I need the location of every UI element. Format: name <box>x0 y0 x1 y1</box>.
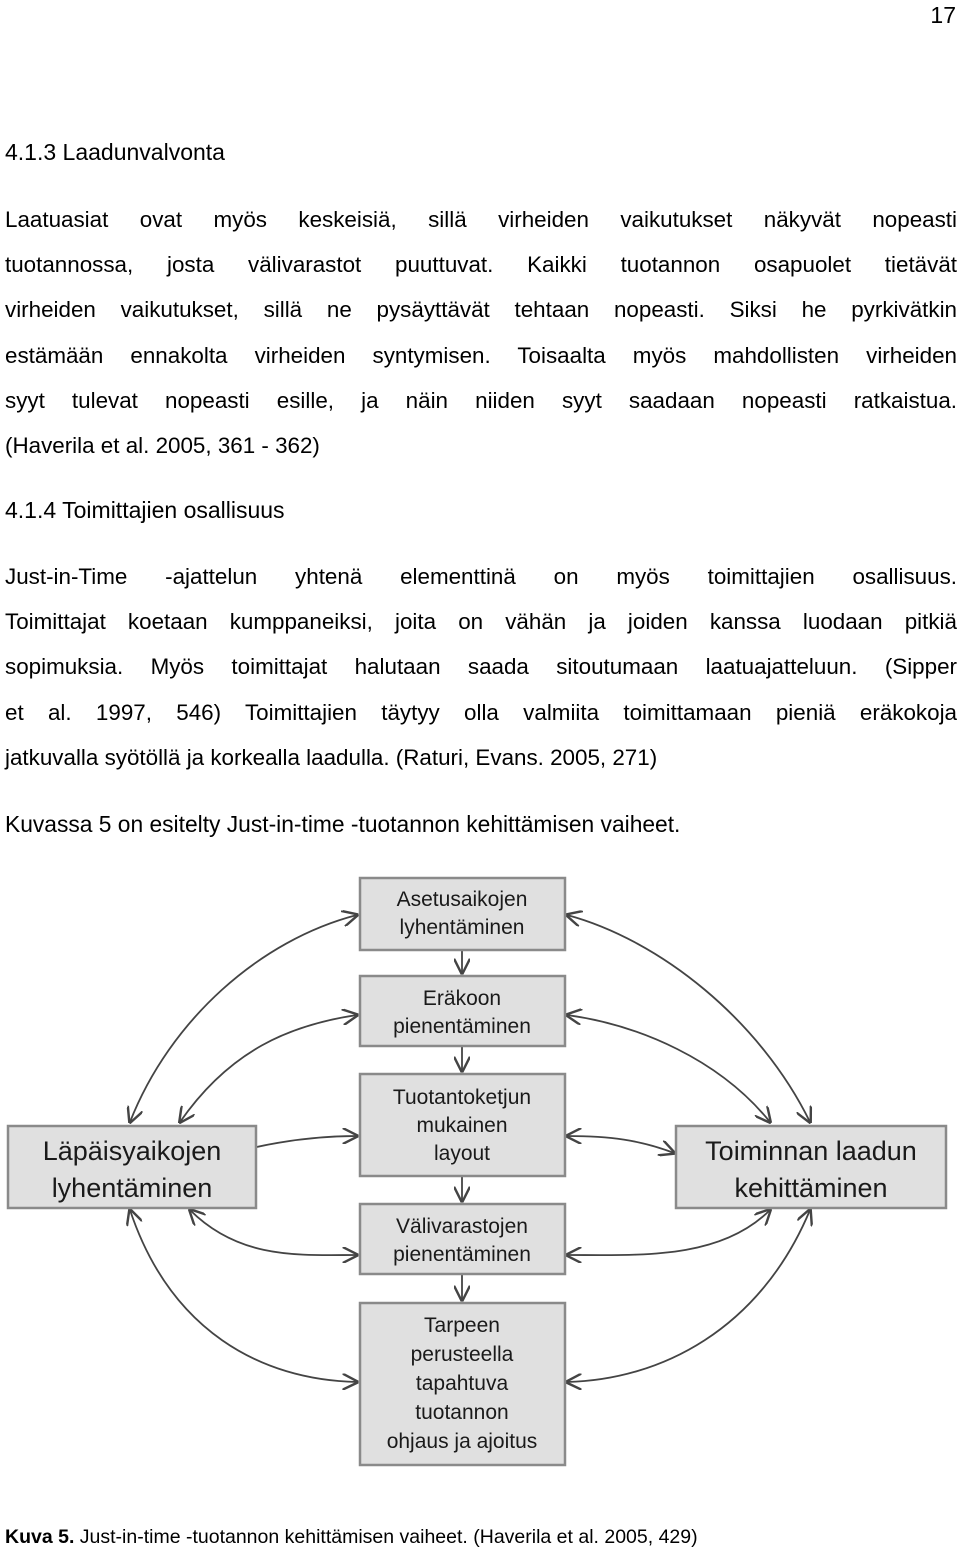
box-line: Toiminnan laadun <box>705 1136 917 1166</box>
arrow-box-2-to-right <box>567 1015 770 1122</box>
box-line: kehittäminen <box>734 1173 888 1203</box>
paragraph-line: jatkuvalla syötöllä ja korkealla laadulla. (Raturi, Evans. 2005, 271) <box>5 744 658 770</box>
box-line: Tuotantoketjun <box>392 1086 532 1109</box>
box-line: Tarpeen <box>424 1314 500 1337</box>
arrow-left-to-box-5 <box>130 1210 357 1382</box>
box-line: perusteella <box>410 1343 514 1366</box>
arrow-box-1-to-right <box>567 915 810 1122</box>
center-box-production-control <box>360 1303 565 1465</box>
paragraph-line: (Haverila et al. 2005, 361 - 362) <box>5 433 320 459</box>
page-number: 17 <box>930 2 956 28</box>
box-line: Välivarastojen <box>396 1215 528 1238</box>
paragraph-line: Just-in-Time -ajattelun yhtenä elementtinä on myös toimittajien osallisuus. <box>5 564 957 589</box>
box-line: tapahtuva <box>415 1372 509 1395</box>
box-line: Läpäisyaikojen <box>42 1136 222 1166</box>
center-box-batch-size <box>360 976 565 1046</box>
box-line: ohjaus ja ajoitus <box>386 1430 538 1453</box>
box-line: Asetusaikojen <box>396 888 528 911</box>
box-line: pienentäminen <box>393 1243 531 1266</box>
arrow-box-5-to-right <box>567 1210 810 1382</box>
paragraph-quality-control <box>5 197 957 468</box>
figure-intro-text: Kuvassa 5 on esitelty Just-in-time -tuotannon kehittämisen vaiheet. <box>5 811 681 837</box>
paragraph-line: et al. 1997, 546) Toimittajien täytyy olla valmiita toimittamaan pieniä eräkokoja <box>5 699 957 725</box>
paragraph-line: sopimuksia. Myös toimittajat halutaan saada sitoutumaan laatuajatteluun. (Sipper <box>5 654 957 680</box>
box-line: pienentäminen <box>393 1015 531 1038</box>
arrow-box-3-to-right <box>567 1136 674 1153</box>
center-box-inventory <box>360 1204 565 1274</box>
arrow-left-to-box-2 <box>180 1015 357 1122</box>
caption-label: Kuva 5. <box>5 1526 75 1548</box>
paragraph-line: Laatuasiat ovat myös keskeisiä, sillä virheiden vaikutukset näkyvät nopeasti <box>5 207 957 232</box>
paragraph-supplier-participation <box>5 554 957 780</box>
center-box-setup-times <box>360 878 565 950</box>
left-box-throughput-time <box>8 1126 256 1208</box>
section-heading-4-1-4: 4.1.4 Toimittajien osallisuus <box>5 497 285 523</box>
arrow-left-to-box-1 <box>130 915 357 1122</box>
box-line: lyhentäminen <box>51 1173 213 1203</box>
paragraph-line: Toimittajat koetaan kumppaneiksi, joita on vähän ja joiden kanssa luodaan pitkiä <box>5 609 957 635</box>
center-box-layout <box>360 1074 565 1176</box>
figure-caption <box>5 1524 698 1550</box>
right-box-quality-development <box>676 1126 946 1208</box>
box-line: layout <box>433 1142 491 1165</box>
box-line: tuotannon <box>415 1401 509 1424</box>
jit-development-diagram <box>0 860 960 1480</box>
box-line: Eräkoon <box>422 987 502 1010</box>
box-line: mukainen <box>416 1114 508 1137</box>
paragraph-line: estämään ennakolta virheiden syntymisen. Toisaalta myös mahdollisten virheiden <box>5 342 957 368</box>
arrow-left-to-box-4 <box>190 1210 357 1255</box>
section-heading-4-1-3: 4.1.3 Laadunvalvonta <box>5 139 225 165</box>
caption-text: Just-in-time -tuotannon kehittämisen vaiheet. (Haverila et al. 2005, 429) <box>74 1526 698 1548</box>
paragraph-line: syyt tulevat nopeasti esille, ja näin niiden syyt saadaan nopeasti ratkaistua. <box>5 387 957 413</box>
paragraph-line: virheiden vaikutukset, sillä ne pysäyttävät tehtaan nopeasti. Siksi he pyrkivätkin <box>5 297 957 323</box>
box-line: lyhentäminen <box>399 916 525 939</box>
arrow-box-4-to-right <box>567 1210 770 1255</box>
paragraph-line: tuotannossa, josta välivarastot puuttuvat. Kaikki tuotannon osapuolet tietävät <box>5 252 957 278</box>
